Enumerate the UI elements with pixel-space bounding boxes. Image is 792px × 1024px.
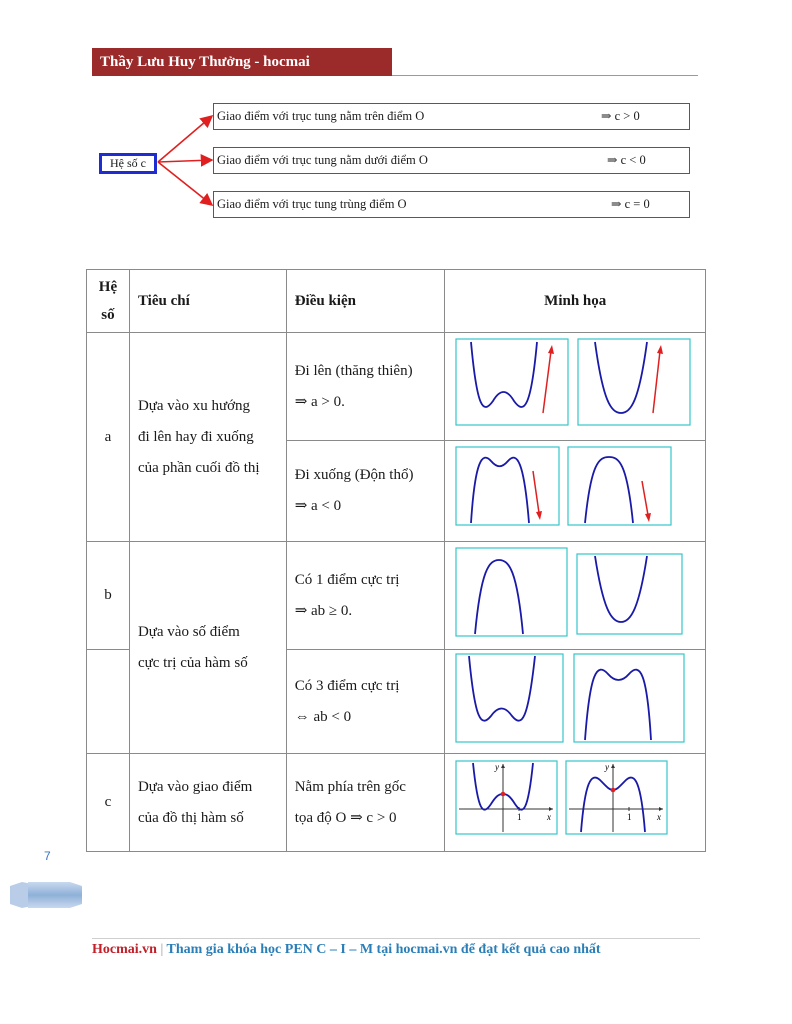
footer-separator: |: [160, 942, 164, 957]
illustration-b-three: [445, 650, 706, 754]
criteria-a-line3: của phần cuối đồ thị: [137, 459, 260, 476]
illustration-a-up-graphs: [445, 333, 706, 441]
table-row: [87, 754, 706, 852]
criteria-b: [129, 542, 286, 754]
illustration-a-down-graphs: [445, 441, 706, 542]
criteria-c-line1: Dựa vào giao điểm: [137, 778, 253, 795]
decorative-tab-graphic: [10, 880, 82, 910]
condition-b-one-line2: ⇒ ab ≥ 0.: [294, 602, 353, 619]
condition-a-up-line1: Đi lên (thăng thiên): [294, 362, 413, 379]
illustration-c-graphs: [445, 754, 706, 852]
condition-c: [286, 754, 445, 852]
criteria-b-line1: Dựa vào số điểm: [137, 623, 240, 640]
condition-b-three-line1: Có 3 điểm cực trị: [294, 677, 400, 694]
condition-a-down: [286, 441, 445, 542]
branch-result-3: ⇒ c = 0: [611, 197, 650, 211]
coefficient-table: [86, 269, 706, 852]
coef-a: a: [87, 333, 130, 542]
axis-x-label-1: x: [547, 812, 552, 822]
coef-c: c: [87, 754, 130, 852]
illustration-b-one: [445, 542, 706, 650]
table-row: [87, 333, 706, 441]
condition-a-up: [286, 333, 445, 441]
condition-b-three-line2: ⇔ ab < 0: [294, 708, 352, 725]
criteria-a-line2: đi lên hay đi xuống: [137, 428, 254, 445]
branch-result-2: ⇒ c < 0: [607, 153, 646, 167]
footer-message: Tham gia khóa học PEN C – I – M tại hocmai.vn để đạt kết quả cao nhất: [166, 942, 601, 957]
footer: [92, 942, 601, 958]
branch-text-1: Giao điểm với trục tung nằm trên điểm O: [217, 109, 425, 123]
illustration-a-up: [445, 333, 706, 441]
header-coef-line1: Hệ: [98, 279, 118, 295]
condition-a-down-line1: Đi xuống (Độn thổ): [294, 467, 414, 483]
header-coef-line2: số: [101, 307, 115, 323]
footer-brand-link[interactable]: Hocmai.vn: [92, 942, 157, 957]
illustration-b-one-graphs: [445, 542, 706, 650]
condition-b-one: [286, 542, 445, 650]
criteria-a-line1: Dựa vào xu hướng: [137, 397, 251, 414]
header-illustration: Minh họa: [445, 270, 706, 333]
axis-x-label-2: x: [657, 812, 662, 822]
root-coefficient-box: Hệ số c: [99, 153, 157, 174]
table-header-row: [87, 270, 706, 333]
header-condition: Điều kiện: [286, 270, 445, 333]
illustration-a-down: [445, 441, 706, 542]
illustration-b-three-graphs: [445, 650, 706, 754]
branch-result-1: ⇒ c > 0: [601, 109, 640, 123]
axis-y-label-2: y: [605, 762, 610, 772]
condition-b-three: [286, 650, 445, 754]
page-number: 7: [44, 849, 51, 863]
criteria-c: [129, 754, 286, 852]
branch-box-3: [213, 191, 690, 218]
condition-c-line2: tọa độ O ⇒ c > 0: [294, 809, 397, 826]
branch-text-3: Giao điểm với trục tung trùng điểm O: [217, 197, 407, 211]
condition-a-down-line2: ⇒ a < 0: [294, 498, 342, 514]
condition-a-up-line2: ⇒ a > 0.: [294, 393, 345, 410]
header-criteria: Tiêu chí: [129, 270, 286, 333]
axis-one-label-1: 1: [517, 812, 522, 822]
header-coef: [87, 270, 130, 333]
coef-b-empty: [87, 650, 130, 754]
criteria-a: [129, 333, 286, 542]
footer-rule: [92, 938, 700, 939]
condition-b-one-line1: Có 1 điểm cực trị: [294, 571, 400, 588]
branch-box-1: [213, 103, 690, 130]
condition-c-line1: Nằm phía trên gốc: [294, 778, 406, 795]
criteria-c-line2: của đồ thị hàm số: [137, 809, 244, 826]
branch-text-2: Giao điểm với trục tung nằm dưới điểm O: [217, 153, 428, 167]
branch-box-2: [213, 147, 690, 174]
illustration-c: [445, 754, 706, 852]
criteria-b-line2: cực trị của hàm số: [137, 654, 248, 671]
coef-b: b: [87, 542, 130, 650]
header-title: Thầy Lưu Huy Thưởng - hocmai: [92, 48, 392, 76]
table-row: [87, 542, 706, 650]
axis-one-label-2: 1: [627, 812, 632, 822]
axis-y-label-1: y: [495, 762, 500, 772]
